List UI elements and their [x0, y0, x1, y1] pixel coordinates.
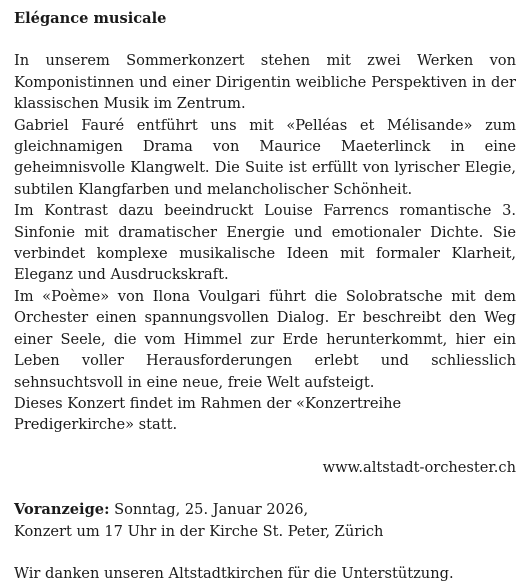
announcement-date-line: [14, 499, 516, 520]
document: [14, 8, 516, 584]
thanks-note: Wir danken unseren Altstadtkirchen für die Unterstützung.: [14, 564, 454, 582]
paragraph-farrenc: Im Kontrast dazu beeindruckt Louise Farrencs romantische 3. Sinfonie mit dramatischer Energie und emotionaler Dichte. Sie verbindet komplexe musikalische Ideen mit formaler Klarheit, Eleganz und Ausdruckskraft.: [14, 202, 516, 284]
paragraph-intro: In unserem Sommerkonzert stehen mit zwei Werken von Komponistinnen und einer Dirigentin weibliche Perspektiven in der klassischen Musik im Zentrum.: [14, 52, 516, 113]
document-title: Elégance musicale: [14, 10, 167, 27]
paragraph-voulgari: Im «Poème» von Ilona Voulgari führt die Solobratsche mit dem Orchester einen spannungsvollen Dialog. Er beschreibt den Weg einer Seele, die vom Himmel zur Erde herunterkommt, hier ein Leben voller Herausforderungen erlebt und schliesslich sehnsuchtsvoll in eine neue, freie Welt aufsteigt.: [14, 287, 516, 391]
announcement-details: Konzert um 17 Uhr in der Kirche St. Peter, Zürich: [14, 522, 384, 540]
website-link[interactable]: www.altstadt-orchester.ch: [322, 458, 516, 476]
announcement: [14, 499, 516, 542]
announcement-date: Sonntag, 25. Januar 2026,: [109, 501, 309, 519]
paragraph-series: Dieses Konzert findet im Rahmen der «Konzertreihe Predigerkirche» statt.: [14, 394, 402, 434]
paragraph-faure: Gabriel Fauré entführt uns mit «Pelléas et Mélisande» zum gleichnamigen Drama von Maurice Maeterlinck in eine geheimnisvolle Klangwelt. Die Suite ist erfüllt von lyrischer Elegie, subtilen Klangfarben und melancholischer Schönheit.: [14, 116, 516, 198]
announcement-label: Voranzeige:: [14, 501, 110, 519]
